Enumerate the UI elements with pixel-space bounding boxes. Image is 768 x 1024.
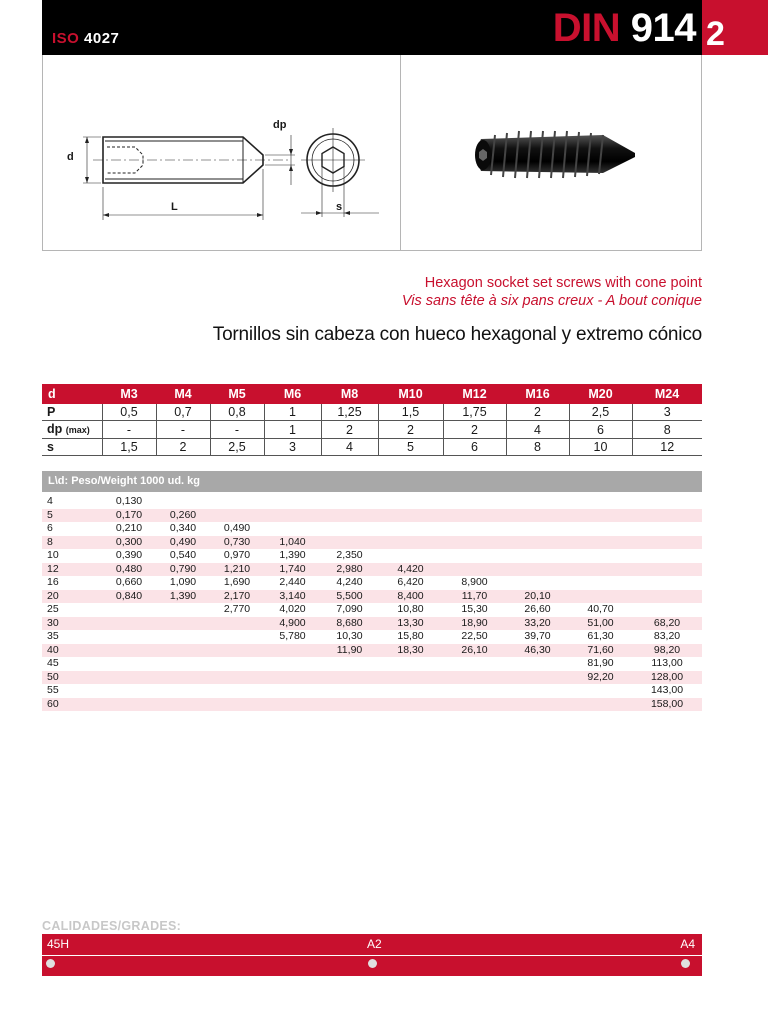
din-prefix: DIN [552,6,621,50]
weight-cell: 68,20 [632,617,702,631]
weight-cell [210,495,264,509]
page-number: 2 [706,15,725,53]
weight-cell: 4,900 [264,617,321,631]
weight-cell: 5,500 [321,590,378,604]
weight-row [42,563,702,577]
weight-cell: 2,980 [321,563,378,577]
weight-cell [210,671,264,685]
drawing-divider [400,55,401,251]
weight-cell [632,549,702,563]
weight-cell: 0,340 [156,522,210,536]
weight-cell [156,698,210,712]
dimension-cell: 2 [443,421,506,439]
weight-cell [156,671,210,685]
weight-cell: 46,30 [506,644,569,658]
weight-cell: 1,040 [264,536,321,550]
weight-cell [632,603,702,617]
weight-cell [264,522,321,536]
weight-cell: 33,20 [506,617,569,631]
weight-cell [569,536,632,550]
length-cell: 12 [42,563,102,577]
weight-row [42,536,702,550]
weight-cell: 26,60 [506,603,569,617]
length-cell: 20 [42,590,102,604]
weight-cell: 7,090 [321,603,378,617]
grade-45h-label: 45H [47,937,70,951]
weight-cell: 8,680 [321,617,378,631]
page-header [0,0,768,55]
dimension-cell: 10 [569,439,632,456]
grades-label: CALIDADES/GRADES: [42,919,182,933]
weight-cell [506,576,569,590]
weight-cell [264,657,321,671]
dimension-cell: 6 [443,439,506,456]
weight-cell: 83,20 [632,630,702,644]
weight-cell: 22,50 [443,630,506,644]
size-header-m4: M4 [156,384,210,404]
iso-standard-label [52,30,119,47]
weight-cell [378,522,443,536]
dimensions-table [42,384,702,456]
weight-cell [156,684,210,698]
weight-cell [443,509,506,523]
dimension-symbol: s [47,440,54,454]
size-header-m16: M16 [506,384,569,404]
weight-cell [321,657,378,671]
weight-cell [506,509,569,523]
dimension-cell: 2,5 [210,439,264,456]
length-cell: 30 [42,617,102,631]
weight-cell [443,495,506,509]
dimension-cell: 0,5 [102,404,156,421]
weight-cell [102,657,156,671]
dimension-row [42,421,702,439]
weight-cell [632,522,702,536]
dimension-cell: 2,5 [569,404,632,421]
weight-cell [569,576,632,590]
weight-cell: 113,00 [632,657,702,671]
weight-cell [156,617,210,631]
dimension-cell: 4 [321,439,378,456]
dimension-row-label [42,404,102,421]
weight-cell: 128,00 [632,671,702,685]
weight-cell [506,684,569,698]
grade-a2-dot-icon [368,959,377,968]
weight-cell [264,698,321,712]
weight-cell [321,698,378,712]
weight-cell [156,630,210,644]
weight-cell: 2,350 [321,549,378,563]
grade-a2-label: A2 [367,937,382,951]
label-dp: dp [273,119,287,131]
weight-cell: 0,790 [156,563,210,577]
weight-cell: 0,130 [102,495,156,509]
size-header-m12: M12 [443,384,506,404]
weight-cell [102,698,156,712]
grade-a4-dot-icon [681,959,690,968]
weight-cell: 92,20 [569,671,632,685]
weight-cell [443,657,506,671]
weight-cell [210,617,264,631]
dimension-cell: 1 [264,421,321,439]
weight-cell: 1,390 [156,590,210,604]
weight-cell [264,644,321,658]
weight-cell [443,536,506,550]
weight-row [42,617,702,631]
weight-row [42,698,702,712]
dimension-qualifier: (max) [65,425,90,435]
weight-cell [378,549,443,563]
weight-table-header: L\d: Peso/Weight 1000 ud. kg [42,471,702,492]
weight-cell [264,684,321,698]
weight-cell: 143,00 [632,684,702,698]
iso-prefix: ISO [52,30,80,47]
weight-cell [569,549,632,563]
weight-cell: 10,80 [378,603,443,617]
weight-cell: 1,390 [264,549,321,563]
weight-cell: 26,10 [443,644,506,658]
dimension-cell: 1,5 [378,404,443,421]
weight-cell [321,522,378,536]
weight-row [42,590,702,604]
technical-drawing [43,55,400,251]
grade-a4-label: A4 [680,937,695,951]
weight-cell: 1,210 [210,563,264,577]
grades-divider-line [42,955,702,956]
weight-cell: 8,900 [443,576,506,590]
label-s: s [336,201,343,213]
weight-cell: 2,770 [210,603,264,617]
weight-cell [378,671,443,685]
weight-cell: 0,210 [102,522,156,536]
length-cell: 55 [42,684,102,698]
weight-cell [102,684,156,698]
dimension-cell: - [156,421,210,439]
dimension-cell: 8 [506,439,569,456]
dimension-cell: 1,75 [443,404,506,421]
weight-cell: 0,390 [102,549,156,563]
title-spanish: Tornillos sin cabeza con hueco hexagonal y extremo cónico [212,324,702,345]
dimension-cell: - [102,421,156,439]
weight-cell: 0,660 [102,576,156,590]
weight-cell [569,590,632,604]
label-L: L [171,201,178,213]
din-number: 914 [630,6,696,50]
weight-cell [210,630,264,644]
weight-row [42,630,702,644]
dimension-symbol: P [47,405,56,419]
weight-cell [506,495,569,509]
weight-cell: 1,740 [264,563,321,577]
weight-cell: 13,30 [378,617,443,631]
weight-table-body [42,495,702,711]
weight-cell: 15,30 [443,603,506,617]
dimension-cell: 4 [506,421,569,439]
weight-cell [102,671,156,685]
weight-cell: 158,00 [632,698,702,712]
weight-cell: 0,730 [210,536,264,550]
weight-cell: 0,480 [102,563,156,577]
dimension-cell: 2 [156,439,210,456]
length-cell: 8 [42,536,102,550]
weight-cell [506,671,569,685]
size-header-m6: M6 [264,384,321,404]
weight-cell: 2,440 [264,576,321,590]
weight-cell [210,657,264,671]
weight-cell: 3,140 [264,590,321,604]
dimension-cell: 6 [569,421,632,439]
weight-cell [632,536,702,550]
grades-bar [42,934,702,976]
size-header-m3: M3 [102,384,156,404]
weight-cell [506,522,569,536]
weight-cell: 0,840 [102,590,156,604]
dimension-header-label: d [42,384,102,404]
weight-cell: 1,690 [210,576,264,590]
weight-cell [210,644,264,658]
title-english: Hexagon socket set screws with cone point [424,275,702,291]
dimensions-header [42,384,702,404]
dimension-cell: 2 [321,421,378,439]
weight-cell [264,509,321,523]
label-d: d [67,151,74,163]
weight-cell: 1,090 [156,576,210,590]
weight-cell [321,509,378,523]
weight-cell [102,630,156,644]
weight-cell [506,657,569,671]
weight-cell [632,495,702,509]
weight-cell [569,509,632,523]
weight-cell [632,576,702,590]
weight-cell [506,536,569,550]
weight-cell [506,698,569,712]
weight-row [42,509,702,523]
length-cell: 4 [42,495,102,509]
iso-number: 4027 [84,30,120,47]
weight-cell [321,536,378,550]
weight-cell: 4,020 [264,603,321,617]
dimension-cell: - [210,421,264,439]
weight-row [42,576,702,590]
grade-45h-dot-icon [46,959,55,968]
weight-cell [321,684,378,698]
length-cell: 6 [42,522,102,536]
weight-cell: 39,70 [506,630,569,644]
weight-cell [321,671,378,685]
dimension-cell: 8 [632,421,702,439]
weight-cell [506,563,569,577]
size-header-m24: M24 [632,384,702,404]
weight-cell: 15,80 [378,630,443,644]
weight-cell [506,549,569,563]
weight-cell: 0,170 [102,509,156,523]
weight-cell: 18,90 [443,617,506,631]
weight-cell [443,549,506,563]
weight-cell: 0,490 [156,536,210,550]
length-cell: 10 [42,549,102,563]
weight-cell: 81,90 [569,657,632,671]
dimension-row-label [42,439,102,456]
weight-cell [378,698,443,712]
weight-cell: 98,20 [632,644,702,658]
dimension-cell: 1 [264,404,321,421]
weight-row [42,684,702,698]
weight-cell [443,522,506,536]
weight-cell: 8,400 [378,590,443,604]
dimension-cell: 3 [264,439,321,456]
length-cell: 40 [42,644,102,658]
weight-cell: 20,10 [506,590,569,604]
weight-row [42,603,702,617]
weight-cell [264,495,321,509]
screw-photo [463,115,653,195]
weight-cell [569,563,632,577]
weight-cell [569,684,632,698]
weight-cell: 2,170 [210,590,264,604]
weight-row [42,549,702,563]
length-cell: 16 [42,576,102,590]
length-cell: 25 [42,603,102,617]
dimension-cell: 0,8 [210,404,264,421]
weight-cell: 0,300 [102,536,156,550]
size-header-m8: M8 [321,384,378,404]
dimension-cell: 3 [632,404,702,421]
title-french: Vis sans tête à six pans creux - A bout conique [401,293,702,309]
weight-cell: 4,240 [321,576,378,590]
weight-cell [378,509,443,523]
weight-cell [443,684,506,698]
weight-cell: 40,70 [569,603,632,617]
weight-cell [264,671,321,685]
weight-cell [156,644,210,658]
weight-row [42,671,702,685]
weight-row [42,522,702,536]
dimension-row [42,439,702,456]
weight-cell: 0,540 [156,549,210,563]
weight-cell [443,671,506,685]
weight-cell [102,603,156,617]
weight-cell [569,698,632,712]
dimension-cell: 12 [632,439,702,456]
length-cell: 60 [42,698,102,712]
length-cell: 45 [42,657,102,671]
weight-cell [443,563,506,577]
weight-cell [569,495,632,509]
weight-cell: 5,780 [264,630,321,644]
length-cell: 5 [42,509,102,523]
size-header-m5: M5 [210,384,264,404]
weight-cell: 18,30 [378,644,443,658]
size-header-m10: M10 [378,384,443,404]
weight-cell: 4,420 [378,563,443,577]
weight-cell [102,644,156,658]
weight-cell: 51,00 [569,617,632,631]
dimension-cell: 5 [378,439,443,456]
weight-cell [378,684,443,698]
length-cell: 50 [42,671,102,685]
weight-cell [156,657,210,671]
weight-cell: 0,490 [210,522,264,536]
din-standard-title [553,6,696,50]
weight-cell [378,657,443,671]
weight-cell [102,617,156,631]
weight-cell [156,603,210,617]
weight-cell [321,495,378,509]
weight-cell [210,684,264,698]
weight-cell: 0,260 [156,509,210,523]
weight-cell [632,590,702,604]
dimension-row-label [42,421,102,439]
weight-cell [156,495,210,509]
weight-cell: 6,420 [378,576,443,590]
dimension-cell: 1,25 [321,404,378,421]
weight-cell [378,495,443,509]
dimension-cell: 0,7 [156,404,210,421]
weight-cell [569,522,632,536]
length-cell: 35 [42,630,102,644]
dimension-cell: 2 [506,404,569,421]
weight-cell [378,536,443,550]
weight-row [42,657,702,671]
dimensions-header-row [42,384,702,404]
weight-row [42,644,702,658]
weight-cell: 11,90 [321,644,378,658]
weight-cell: 71,60 [569,644,632,658]
dimension-row [42,404,702,421]
weight-cell [210,698,264,712]
dimension-cell: 2 [378,421,443,439]
weight-cell: 61,30 [569,630,632,644]
dimension-cell: 1,5 [102,439,156,456]
weight-row [42,495,702,509]
weight-cell: 11,70 [443,590,506,604]
weight-cell [632,563,702,577]
weight-cell [632,509,702,523]
dimension-symbol: dp [47,422,63,436]
drawing-panel [42,55,702,251]
dimensions-body [42,404,702,456]
weight-cell [210,509,264,523]
weight-cell: 0,970 [210,549,264,563]
weight-cell [443,698,506,712]
weight-table [42,495,702,711]
weight-cell: 10,30 [321,630,378,644]
size-header-m20: M20 [569,384,632,404]
